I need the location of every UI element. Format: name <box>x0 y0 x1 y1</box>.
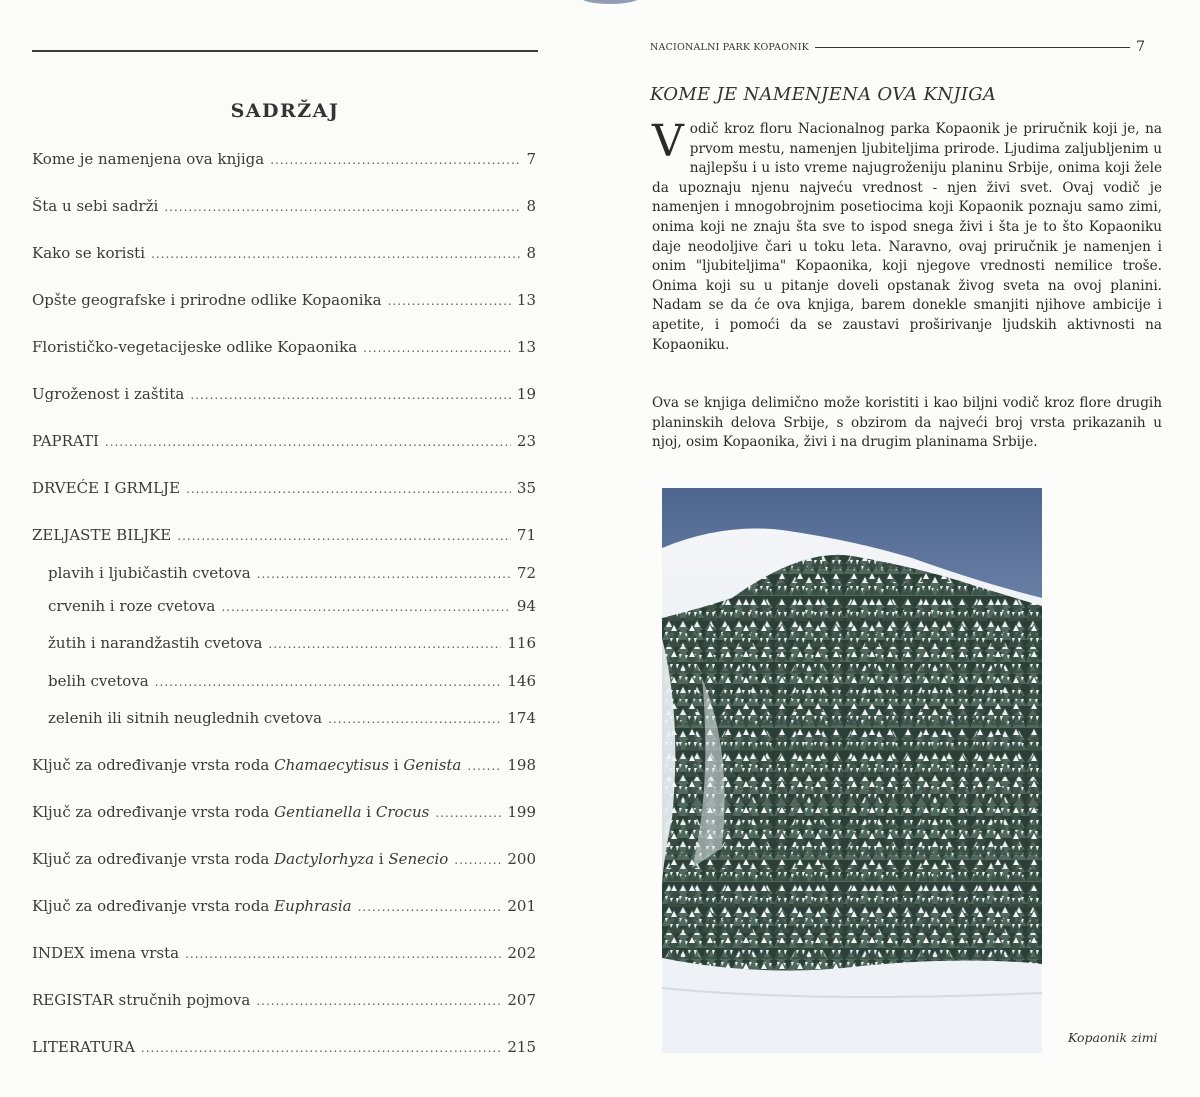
genus-name: Euphrasia <box>274 897 352 915</box>
toc-title: SADRŽAJ <box>230 100 340 122</box>
toc-leader-dots <box>164 200 520 214</box>
toc-entry-page: 116 <box>507 634 536 652</box>
toc-entry-page: 23 <box>516 432 536 450</box>
toc-leader-dots <box>177 529 511 543</box>
toc-leader-dots <box>155 675 502 689</box>
toc-entry-label: Opšte geografske i prirodne odlike Kopaonika <box>32 291 382 309</box>
toc-entry-label: plavih i ljubičastih cvetova <box>48 564 251 582</box>
toc-leader-dots <box>221 600 511 614</box>
running-head <box>650 40 1145 54</box>
body-paragraph <box>652 116 1162 355</box>
paragraph-text: odič kroz floru Nacionalnog parka Kopaonik je priručnik koji je, na prvom mestu, namenjen ljubiteljima prirode. Ljudima zaljubljenim u najlepšu i u isto vreme najugroženiju planinu Srbije, onima koji žele da upoznaju njenu najveću vrednost - njen živi svet. Ovaj vodič je namenjen i mnogobrojnim posetiocima koji Kopaonik poznaju samo zimi, onima koji ne znaju šta sve to ispod snega živi i šta je to što Kopaoniku daje neodoljive čari u toku leta. Naravno, ovaj priručnik je namenjen i onim "ljubiteljima" Kopaonika, koji njegove vrednosti nemilice troše. Onima koji su u pitanje doveli opstanak živog sveta na ovoj planini. Nadam se da će ova knjiga, barem donekle smanjiti njihove ambicije i apetite, i pomoći da se zaustavi proširivanje ljudskih aktivnosti na Kopaoniku. <box>652 121 1162 353</box>
toc-entry-page: 19 <box>516 385 536 403</box>
toc-entry-label: DRVEĆE I GRMLJE <box>32 479 181 497</box>
toc-entry-page: 201 <box>507 897 536 915</box>
toc-leader-dots <box>270 153 520 167</box>
toc-entry-page: 200 <box>507 850 536 868</box>
toc-entry[interactable] <box>32 944 536 962</box>
toc-entry-label: Kako se koristi <box>32 244 145 262</box>
toc-leader-dots <box>151 247 520 261</box>
toc-leader-dots <box>105 435 511 449</box>
toc-entry-page: 198 <box>507 756 536 774</box>
toc-entry-page: 207 <box>507 991 536 1009</box>
toc-entry-page: 146 <box>507 672 536 690</box>
toc-entry-page: 13 <box>516 291 536 309</box>
toc-leader-dots <box>141 1041 501 1055</box>
genus-name: Senecio <box>388 850 449 868</box>
toc-entry-page: 72 <box>516 564 536 582</box>
toc-subentry[interactable] <box>48 709 536 727</box>
toc-entry[interactable] <box>32 991 536 1009</box>
toc-entry-page: 215 <box>507 1038 536 1056</box>
toc-entry-page: 174 <box>507 709 536 727</box>
toc-leader-dots <box>467 759 501 773</box>
toc-entry[interactable] <box>32 850 536 868</box>
toc-entry-page: 199 <box>507 803 536 821</box>
toc-entry-label: LITERATURA <box>32 1038 135 1056</box>
toc-entry-page: 94 <box>516 597 536 615</box>
toc-entry-label: Kome je namenjena ova knjiga <box>32 150 265 168</box>
toc-entry-label: Florističko-vegetacijeske odlike Kopaonika <box>32 338 358 356</box>
toc-entry-page: 35 <box>516 479 536 497</box>
toc-leader-dots <box>363 341 511 355</box>
toc-leader-dots <box>388 294 511 308</box>
toc-leader-dots <box>268 637 501 651</box>
toc-entry-label: Ključ za određivanje vrsta roda Gentianella i Crocus <box>32 803 430 821</box>
left-page <box>0 0 590 1097</box>
toc-entry-label: PAPRATI <box>32 432 99 450</box>
toc-entry[interactable] <box>32 897 536 915</box>
drop-cap: V <box>652 116 684 167</box>
toc-entry[interactable] <box>32 526 536 544</box>
body-paragraph: Ova se knjiga delimično može koristiti i kao biljni vodič kroz flore drugih planinskih delova Srbije, s obzirom da najveći broj vrsta prikazanih u njoj, osim Kopaonika, živi i na drugim planinama Srbije. <box>652 395 1162 451</box>
toc-leader-dots <box>185 947 501 961</box>
toc-entry-label: Šta u sebi sadrži <box>32 197 159 215</box>
toc-entry-page: 13 <box>516 338 536 356</box>
genus-name: Crocus <box>375 803 430 821</box>
running-head-rule <box>815 47 1130 48</box>
toc-entry-label: ZELJASTE BILJKE <box>32 526 172 544</box>
toc-entry-label: Ključ za određivanje vrsta roda Dactylorhyza i Senecio <box>32 850 449 868</box>
genus-name: Gentianella <box>274 803 362 821</box>
toc-entry-label: Ključ za određivanje vrsta roda Chamaecytisus i Genista <box>32 756 462 774</box>
toc-leader-dots <box>328 712 501 726</box>
toc-leader-dots <box>358 900 502 914</box>
photo-caption: Kopaonik zimi <box>1068 1030 1158 1045</box>
winter-forest-photo <box>662 488 1042 1053</box>
toc-entry[interactable] <box>32 197 536 215</box>
toc-entry[interactable] <box>32 338 536 356</box>
running-head-title: NACIONALNI PARK KOPAONIK <box>650 41 809 53</box>
top-rule <box>32 50 538 52</box>
toc-leader-dots <box>257 567 511 581</box>
toc-entry[interactable] <box>32 385 536 403</box>
toc-entry[interactable] <box>32 756 536 774</box>
toc-entry-label: žutih i narandžastih cvetova <box>48 634 263 652</box>
toc-entry-label: REGISTAR stručnih pojmova <box>32 991 251 1009</box>
toc-entry-label: crvenih i roze cvetova <box>48 597 216 615</box>
toc-entry[interactable] <box>32 150 536 168</box>
toc-entry-label: belih cvetova <box>48 672 149 690</box>
toc-entry-page: 7 <box>526 150 536 168</box>
toc-entry[interactable] <box>32 803 536 821</box>
section-title: KOME JE NAMENJENA OVA KNJIGA <box>650 84 997 105</box>
toc-entry-label: Ključ za određivanje vrsta roda Euphrasia <box>32 897 352 915</box>
toc-entry-page: 71 <box>516 526 536 544</box>
toc-entry-page: 8 <box>526 244 536 262</box>
toc-entry[interactable] <box>32 432 536 450</box>
genus-name: Dactylorhyza <box>274 850 375 868</box>
toc-entry[interactable] <box>32 291 536 309</box>
toc-leader-dots <box>256 994 501 1008</box>
toc-leader-dots <box>186 482 511 496</box>
genus-name: Genista <box>403 756 462 774</box>
toc-subentry[interactable] <box>48 564 536 582</box>
toc-entry-page: 8 <box>526 197 536 215</box>
toc-entry-page: 202 <box>507 944 536 962</box>
toc-leader-dots <box>454 853 501 867</box>
toc-entry-label: Ugroženost i zaštita <box>32 385 185 403</box>
page-number: 7 <box>1136 39 1145 55</box>
toc-leader-dots <box>435 806 501 820</box>
genus-name: Chamaecytisus <box>274 756 390 774</box>
toc-subentry[interactable] <box>48 672 536 690</box>
toc-entry[interactable] <box>32 479 536 497</box>
toc-subentry[interactable] <box>48 597 536 615</box>
toc-entry[interactable] <box>32 244 536 262</box>
toc-entry-label: INDEX imena vrsta <box>32 944 180 962</box>
toc-entry[interactable] <box>32 1038 536 1056</box>
toc-leader-dots <box>190 388 511 402</box>
toc-subentry[interactable] <box>48 634 536 652</box>
toc-entry-label: zelenih ili sitnih neuglednih cvetova <box>48 709 323 727</box>
